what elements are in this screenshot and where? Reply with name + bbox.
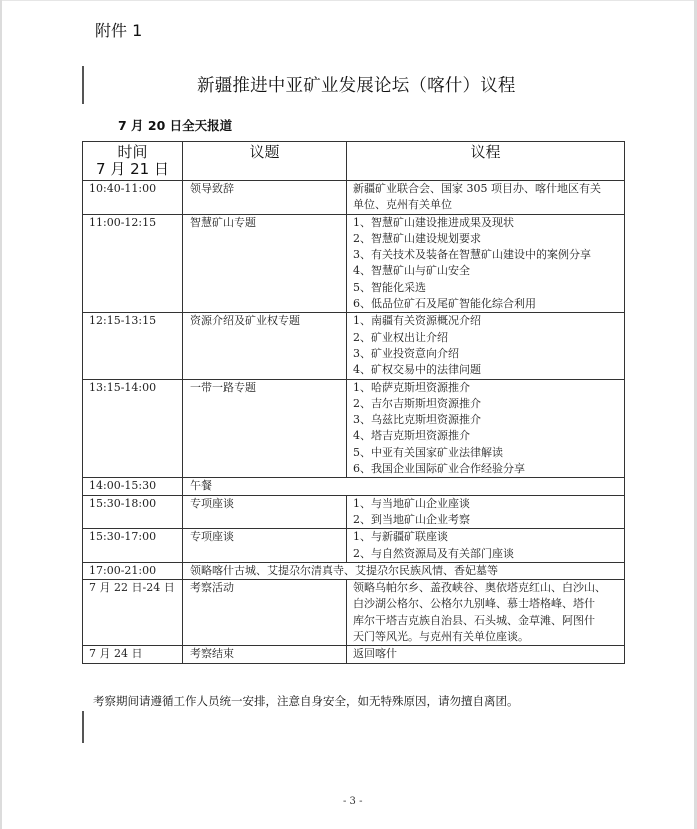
program-item: 1、智慧矿山建设推进成果及现状 [353,215,514,229]
program-item: 白沙湖公格尔、公格尔九别峰、慕士塔格峰、塔什 [353,597,595,611]
row-time: 10:40-11:00 [83,181,183,215]
row-time: 7 月 22 日-24 日 [83,580,183,646]
row-time: 17:00-21:00 [83,562,183,579]
row-program [347,529,625,563]
row-topic: 智慧矿山专题 [183,214,347,313]
program-item: 2、吉尔吉斯斯坦资源推介 [353,396,481,410]
row-topic: 专项座谈 [183,495,347,529]
header-date-label: 7 月 21 日 [96,160,169,178]
row-program [347,214,625,313]
row-time: 14:00-15:30 [83,478,183,495]
row-topic: 资源介绍及矿业权专题 [183,313,347,379]
agenda-row [83,529,625,563]
row-topic: 领导致辞 [183,181,347,215]
document-title: 新疆推进中亚矿业发展论坛（喀什）议程 [197,76,516,96]
program-item: 库尔干塔吉克族自治县、石头城、金草滩、阿图什 [353,613,595,627]
program-item: 天门等风光。与克州有关单位座谈。 [353,630,529,644]
program-item: 5、中亚有关国家矿业法律解读 [353,445,503,459]
header-topic: 议题 [183,142,347,181]
row-topic: 考察活动 [183,580,347,646]
agenda-row [83,313,625,379]
attachment-label: 附件 1 [95,21,143,40]
row-time: 11:00-12:15 [83,214,183,313]
program-item: 5、智能化采选 [353,280,426,294]
agenda-table [82,141,625,664]
agenda-row [83,478,625,495]
program-item: 返回喀什 [353,647,397,661]
row-time: 12:15-13:15 [83,313,183,379]
program-item: 4、矿权交易中的法律问题 [353,363,481,377]
agenda-row [83,181,625,215]
program-item: 新疆矿业联合会、国家 305 项目办、喀什地区有关 [353,182,601,195]
program-item: 3、矿业投资意向介绍 [353,346,459,360]
row-program [347,646,625,663]
header-time [83,142,183,181]
page-top-edge [0,0,697,1]
program-item: 3、有关技术及装备在智慧矿山建设中的案例分享 [353,248,591,262]
row-time: 13:15-14:00 [83,379,183,478]
row-topic: 专项座谈 [183,529,347,563]
program-item: 4、塔吉克斯坦资源推介 [353,429,470,443]
row-program [347,313,625,379]
registration-note: 7 月 20 日全天报道 [118,118,233,133]
margin-bar-top [82,66,84,104]
program-item: 单位、克州有关单位 [353,198,452,212]
program-item: 1、与当地矿山企业座谈 [353,496,470,510]
row-time: 15:30-17:00 [83,529,183,563]
row-program [347,379,625,478]
row-merged-activity: 领略喀什古城、艾提尕尔清真寺、艾提尕尔民族风情、香妃墓等 [183,562,625,579]
header-time-label: 时间 [117,143,148,161]
notice-text: 考察期间请遵循工作人员统一安排，注意自身安全，如无特殊原因，请勿擅自离团。 [93,694,519,708]
row-time: 7 月 24 日 [83,646,183,663]
row-time: 15:30-18:00 [83,495,183,529]
row-program [347,580,625,646]
row-topic: 考察结束 [183,646,347,663]
agenda-row [83,379,625,478]
row-topic: 一带一路专题 [183,379,347,478]
agenda-row [83,495,625,529]
program-item: 1、与新疆矿联座谈 [353,530,448,544]
program-item: 6、低品位矿石及尾矿智能化综合利用 [353,297,536,311]
agenda-row [83,646,625,663]
agenda-body [83,181,625,664]
agenda-row [83,214,625,313]
program-item: 4、智慧矿山与矿山安全 [353,264,470,278]
program-item: 2、智慧矿山建设规划要求 [353,231,481,245]
program-item: 6、我国企业国际矿业合作经验分享 [353,462,525,476]
program-item: 2、与自然资源局及有关部门座谈 [353,546,514,560]
program-item: 3、乌兹比克斯坦资源推介 [353,413,481,427]
program-item: 领略乌帕尔乡、盖孜峡谷、奥依塔克红山、白沙山、 [353,581,606,595]
program-item: 1、哈萨克斯坦资源推介 [353,380,470,394]
agenda-header-row [83,142,625,181]
header-program: 议程 [347,142,625,181]
margin-bar-bottom [82,711,84,743]
program-item: 2、矿业权出让介绍 [353,330,448,344]
row-program [347,181,625,215]
agenda-row [83,562,625,579]
agenda-row [83,580,625,646]
program-item: 1、南疆有关资源概况介绍 [353,314,481,328]
program-item: 2、到当地矿山企业考察 [353,512,470,526]
row-program [347,495,625,529]
row-merged-activity: 午餐 [183,478,625,495]
page-left-edge [0,0,2,829]
page-number: - 3 - [343,796,363,807]
